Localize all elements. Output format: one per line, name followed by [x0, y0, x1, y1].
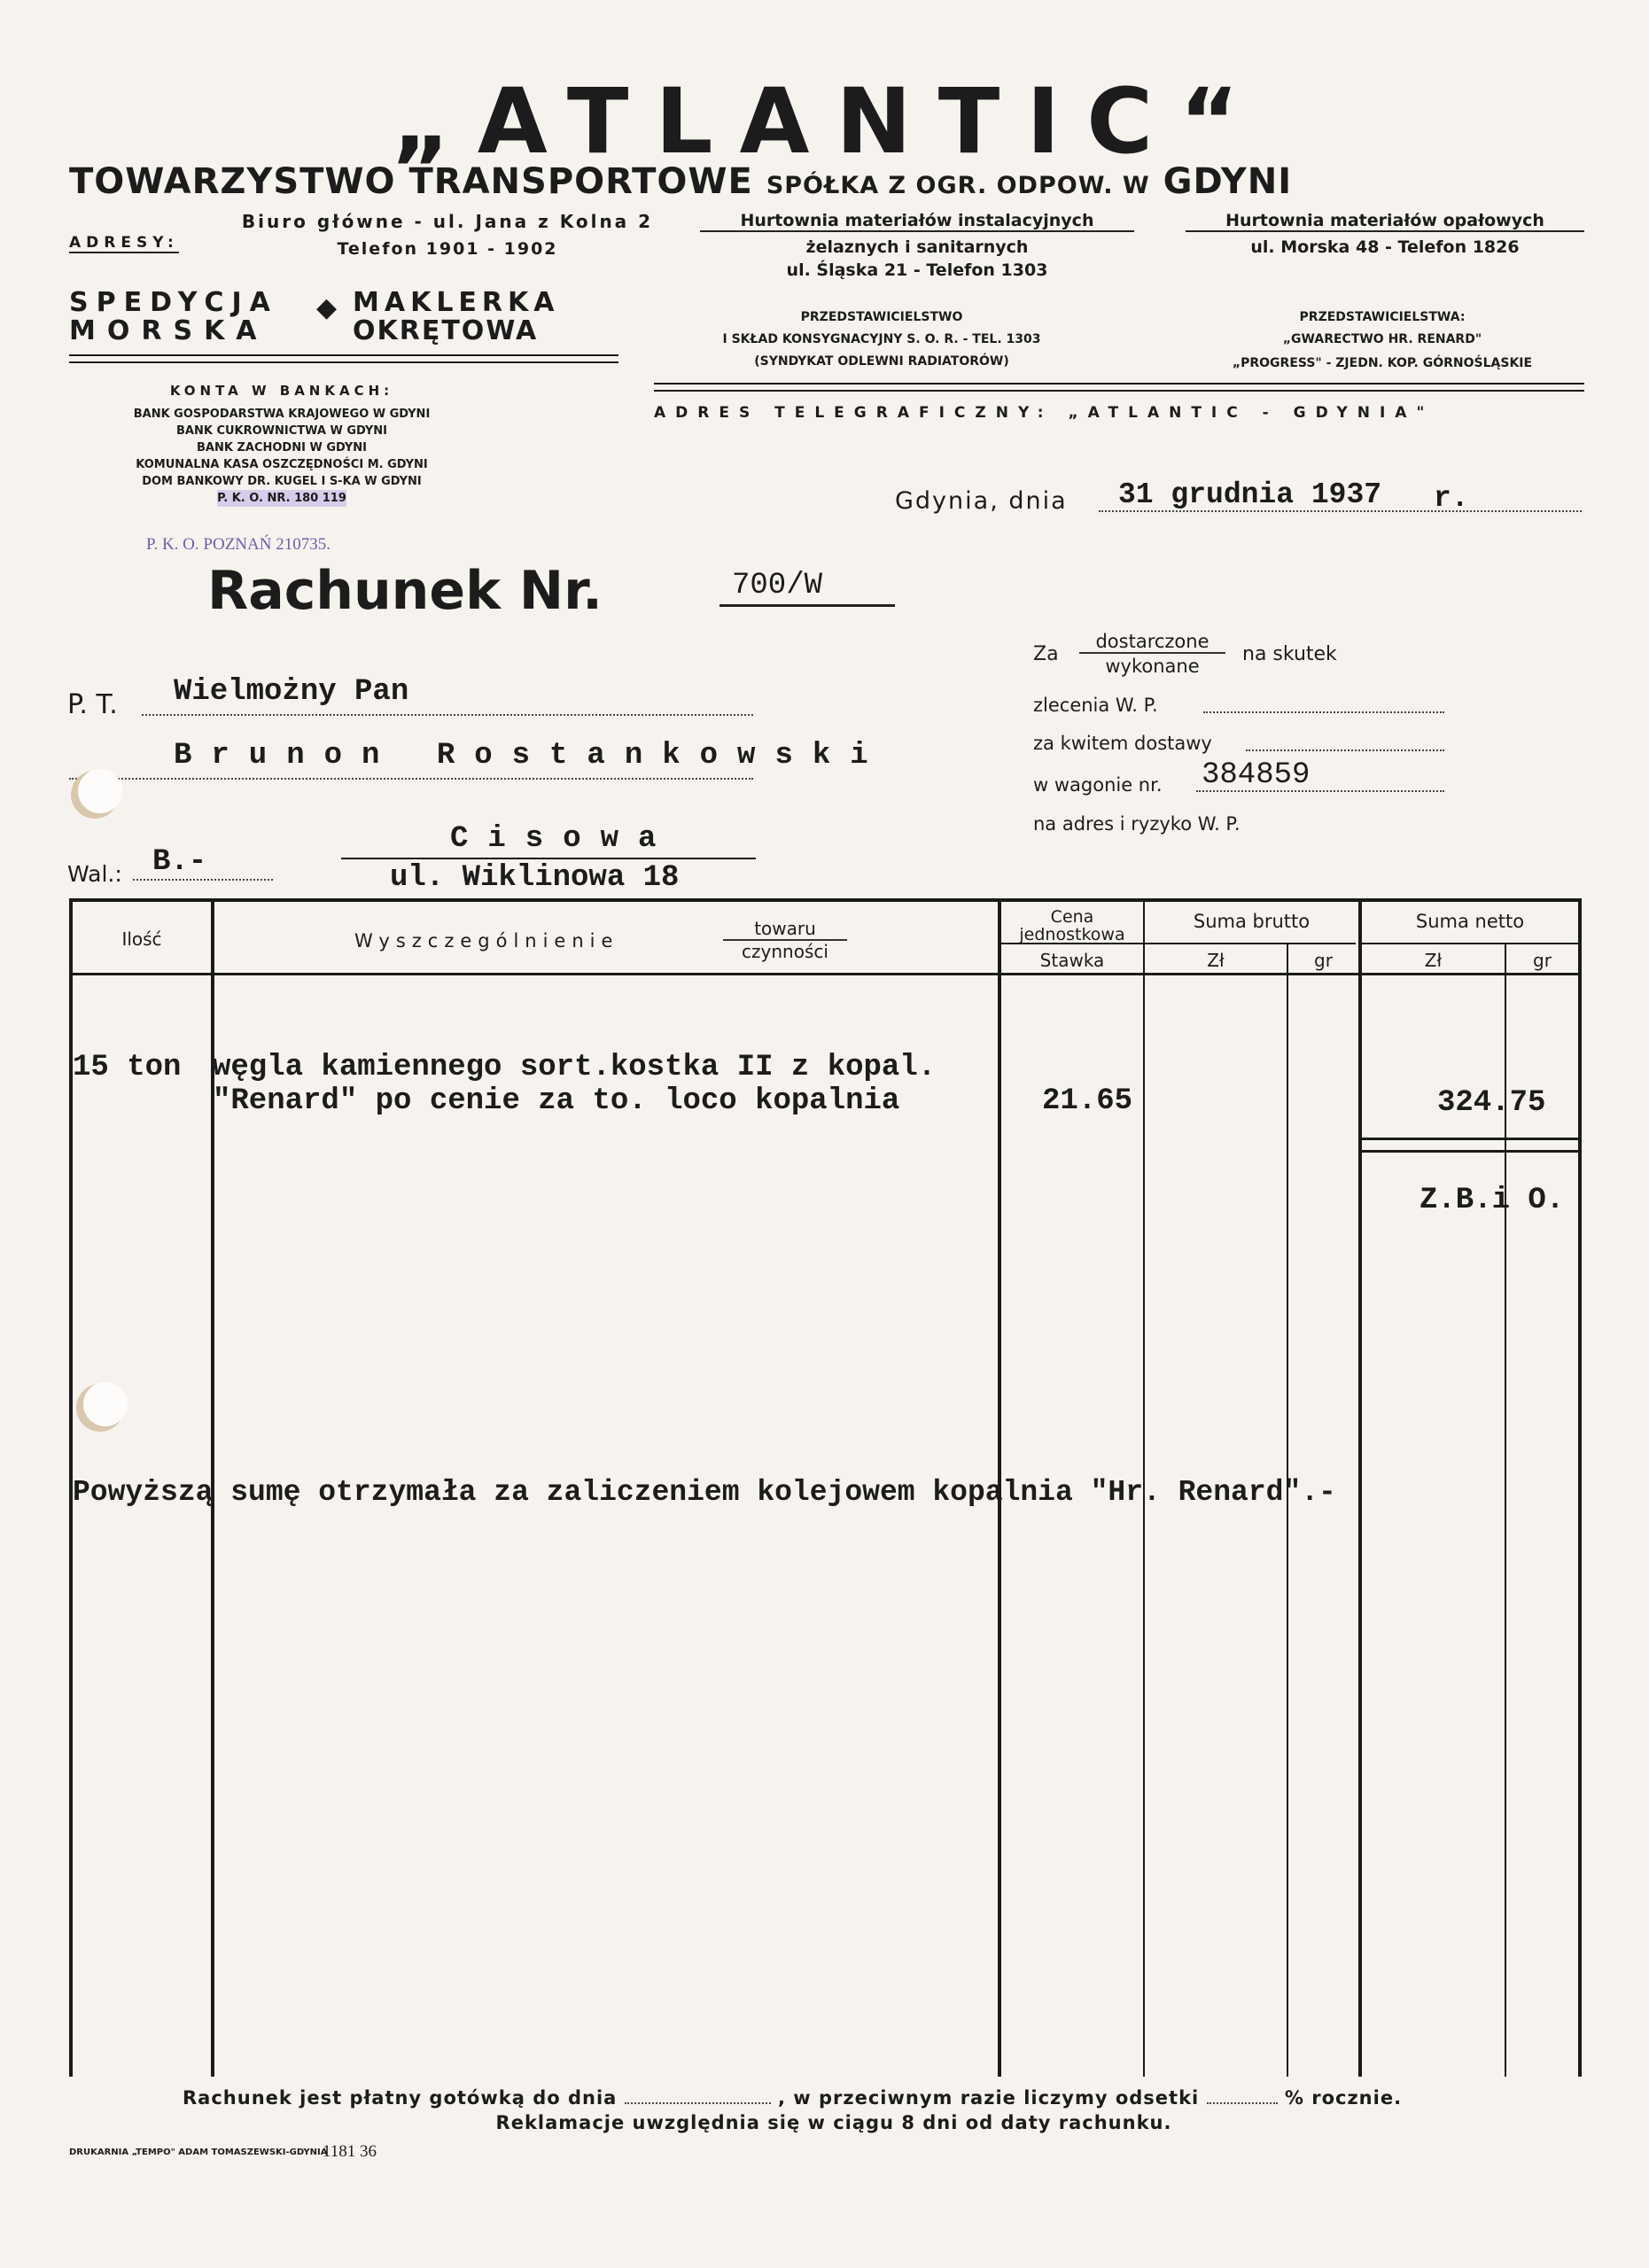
- recipient-street: ul. Wiklinowa 18: [390, 861, 680, 895]
- header-wyszczegolnienie: Wyszczególnienie: [354, 930, 619, 951]
- divider-left-2: [69, 361, 618, 363]
- header-jednostkowa: jednostkowa: [1019, 925, 1125, 944]
- invoice-number: 700/W: [732, 569, 823, 602]
- maklerka-line2: OKRĘTOWA: [353, 315, 539, 346]
- header-czynnosci: czynności: [742, 941, 828, 962]
- footer-date-dotted: [625, 2102, 771, 2104]
- rep1-line2: I SKŁAD KONSYGNACYJNY S. O. R. - TEL. 1303: [722, 332, 1041, 346]
- na-adres-label: na adres i ryzyko W. P.: [1033, 813, 1241, 835]
- company-subtitle: [69, 161, 1292, 202]
- payment-note: Powyższą sumę otrzymała za zaliczeniem kolejowem kopalnia "Hr. Renard".-: [73, 1476, 1336, 1509]
- rep1-line3: (SYNDYKAT ODLEWNI RADIATORÓW): [754, 354, 1009, 369]
- bank-line: BANK ZACHODNI W GDYNI: [197, 441, 367, 454]
- footer-payment-terms: [183, 2087, 1402, 2109]
- wykonane: wykonane: [1105, 656, 1200, 677]
- rep1-title: PRZEDSTAWICIELSTWO: [800, 310, 963, 324]
- header-brutto-gr: gr: [1314, 950, 1333, 971]
- wal-dotted-line: [133, 879, 273, 881]
- recipient-title: Wielmożny Pan: [174, 675, 409, 709]
- dostarczone: dostarczone: [1079, 631, 1225, 654]
- wal-label: Wal.:: [67, 861, 122, 887]
- bank-line: DOM BANKOWY DR. KUGEL I S-KA W GDYNI: [142, 475, 422, 488]
- table-top-border: [69, 898, 1582, 902]
- telegraph-address: ADRES TELEGRAFICZNY: „ATLANTIC - GDYNIA": [654, 404, 1435, 422]
- col-divider-brutto-gr: [1287, 943, 1288, 2077]
- printer-imprint: DRUKARNIA „TEMPO" ADAM TOMASZEWSKI-GDYNIA: [69, 2148, 328, 2157]
- wholesale-install-title: Hurtownia materiałów instalacyjnych: [700, 211, 1134, 232]
- za-kwitem-dotted-line: [1246, 750, 1444, 751]
- col-divider-brutto: [1358, 898, 1362, 2077]
- zbio-note: Z.B.i O.: [1420, 1184, 1565, 1217]
- table-header-border: [69, 973, 1582, 975]
- company-title: „ATLANTIC“: [391, 69, 1266, 175]
- company-name: TOWARZYSTWO TRANSPORTOWE: [69, 161, 753, 202]
- date-label: Gdynia, dnia: [895, 487, 1068, 515]
- date-suffix: r.: [1434, 482, 1469, 515]
- printer-code: 1181 36: [323, 2142, 377, 2161]
- header-brutto-zl: Zł: [1207, 950, 1225, 971]
- header-cena: Cena: [1050, 907, 1094, 927]
- header-netto-gr: gr: [1533, 950, 1552, 971]
- header-towaru: towaru: [723, 918, 847, 941]
- footer-terms-c: % rocznie.: [1284, 2087, 1403, 2109]
- rep2-line3: „PROGRESS" - ZJEDN. KOP. GÓRNOŚLĄSKIE: [1232, 356, 1533, 370]
- row-description-1: węgla kamiennego sort.kostka II z kopal.: [213, 1051, 937, 1084]
- header-stawka: Stawka: [1039, 950, 1105, 971]
- footer-terms-a: Rachunek jest płatny gotówką do dnia: [183, 2087, 618, 2109]
- footer-complaints: Reklamacje uwzględnia się w ciągu 8 dni od daty rachunku.: [495, 2112, 1172, 2133]
- row-net-total: 324.75: [1437, 1086, 1546, 1120]
- adresy-label: ADRESY:: [69, 234, 179, 252]
- zlecenia-label: zlecenia W. P.: [1033, 695, 1158, 716]
- za-kwitem-label: za kwitem dostawy: [1033, 733, 1212, 754]
- rep2-title: PRZEDSTAWICIELSTWA:: [1299, 310, 1466, 324]
- spedycja-line2: MORSKA: [69, 315, 268, 346]
- recipient-dotted-line-2: [69, 778, 753, 780]
- table-right-border: [1578, 898, 1582, 2077]
- total-underline-2: [1362, 1150, 1582, 1153]
- spedycja-line1: SPEDYCJA: [69, 287, 278, 318]
- office-address: Biuro główne - ul. Jana z Kolna 2: [241, 211, 654, 232]
- diamond-icon: ◆: [316, 293, 338, 322]
- company-city: GDYNI: [1163, 161, 1293, 202]
- recipient-dotted-line-1: [142, 714, 753, 716]
- row-description-2: "Renard" po cenie za to. loco kopalnia: [213, 1084, 900, 1118]
- wal-value: B.-: [152, 845, 207, 879]
- wholesale-fuel-title: Hurtownia materiałów opałowych: [1186, 211, 1584, 232]
- company-legal-form: SPÓŁKA Z OGR. ODPOW. W: [766, 172, 1150, 199]
- office-phone: Telefon 1901 - 1902: [337, 239, 558, 259]
- header-suma-netto: Suma netto: [1415, 911, 1525, 932]
- row-quantity: 15 ton: [73, 1051, 182, 1084]
- pko-stamp: P. K. O. POZNAŃ 210735.: [146, 535, 331, 554]
- footer-terms-b: , w przeciwnym razie liczymy odsetki: [777, 2087, 1200, 2109]
- footer-rate-dotted: [1207, 2102, 1278, 2104]
- divider-right-1: [654, 383, 1584, 384]
- rep2-line2: „GWARECTWO HR. RENARD": [1282, 332, 1482, 346]
- punch-hole: [83, 1382, 128, 1426]
- header-netto-zl: Zł: [1424, 950, 1443, 971]
- zlecenia-dotted-line: [1203, 711, 1444, 713]
- divider-left-1: [69, 354, 618, 356]
- date-value: 31 grudnia 1937: [1118, 478, 1382, 511]
- recipient-underline: [341, 858, 756, 859]
- za-label: Za: [1033, 643, 1059, 665]
- bank-line: KOMUNALNA KASA OSZCZĘDNOŚCI M. GDYNI: [136, 458, 428, 471]
- header-suma-brutto: Suma brutto: [1193, 911, 1311, 932]
- wholesale-install-line: żelaznych i sanitarnych: [805, 237, 1029, 257]
- recipient-town: Cisowa: [450, 822, 676, 856]
- row-unit-price: 21.65: [1042, 1084, 1133, 1118]
- header-ilosc: Ilość: [121, 928, 162, 950]
- banks-list: [69, 406, 494, 507]
- recipient-name: Brunon Rostankowski: [174, 739, 888, 773]
- total-underline-1: [1362, 1138, 1582, 1140]
- invoice-number-line: [719, 604, 895, 607]
- pt-label: P. T.: [67, 689, 118, 720]
- invoice-title: Rachunek Nr.: [207, 560, 603, 622]
- banks-title: KONTA W BANKACH:: [169, 383, 394, 399]
- maklerka-line1: MAKLERKA: [353, 287, 560, 318]
- wagon-label: w wagonie nr.: [1033, 774, 1163, 796]
- na-skutek: na skutek: [1242, 643, 1337, 665]
- header-mid-line-netto: [1362, 943, 1582, 944]
- bank-line: P. K. O. NR. 180 119: [217, 492, 346, 505]
- wholesale-fuel-address: ul. Morska 48 - Telefon 1826: [1250, 237, 1520, 257]
- wagon-number: 384859: [1202, 758, 1311, 792]
- bank-line: BANK CUKROWNICTWA W GDYNI: [176, 424, 387, 438]
- divider-right-2: [654, 390, 1584, 392]
- punch-hole: [78, 769, 122, 813]
- wholesale-install-address: ul. Śląska 21 - Telefon 1303: [786, 260, 1048, 280]
- bank-line: BANK GOSPODARSTWA KRAJOWEGO W GDYNI: [133, 408, 431, 421]
